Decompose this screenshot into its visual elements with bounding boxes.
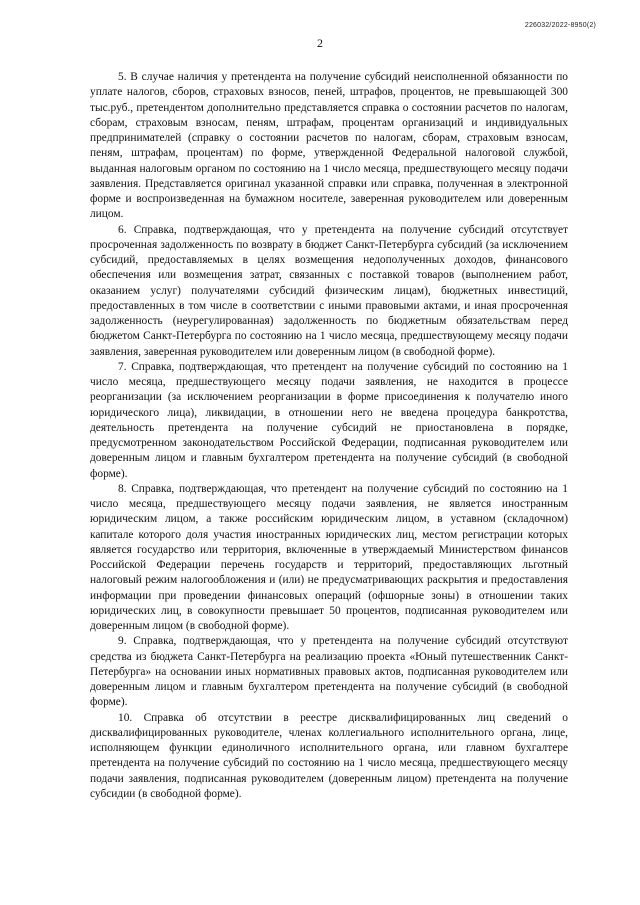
document-registration-code: 226032/2022-8950(2) [524,22,596,29]
page-number: 2 [317,36,323,50]
paragraph-7: 7. Справка, подтверждающая, что претендент на получение субсидий по состоянию на 1 число месяца, предшествующего месяцу подачи заявления, не находится в процессе реорганизации (за исключением реорганизации в форме присоединения к получателю иного юридического лица), ликвидации, в отношении него не введена процедура банкротства, деятельность претендента на получение субсидий не приостановлена в порядке, предусмотренном законодательством Российской Федерации, подписанная руководителем или доверенным лицом и главным бухгалтером претендента на получение субсидий (в свободной форме). [90,360,568,480]
paragraph-9: 9. Справка, подтверждающая, что у претендента на получение субсидий отсутствуют средства из бюджета Санкт-Петербурга на реализацию проекта «Юный путешественник Санкт-Петербурга» на основании иных нормативных правовых актов, подписанная руководителем или доверенным лицом и главным бухгалтером претендента на получение субсидий (в свободной форме). [90,635,568,709]
document-body [90,70,568,802]
paragraph-10: 10. Справка об отсутствии в реестре дисквалифицированных лиц сведений о дисквалифицированных руководителе, членах коллегиального исполнительного органа, лице, исполняющем функции единоличного исполнительного органа, или главном бухгалтере претендента на получение субсидий по состоянию на 1 число месяца, предшествующего месяцу подачи заявления, подписанная руководителем (доверенным лицом) претендента на получение субсидии (в свободной форме). [90,711,568,800]
paragraph-6: 6. Справка, подтверждающая, что у претендента на получение субсидий отсутствует просроченная задолженность по возврату в бюджет Санкт-Петербурга субсидий (за исключением субсидий, предоставляемых в целях возмещения недополученных доходов, финансового обеспечения или возмещения затрат, связанных с поставкой товаров (выполнением работ, оказанием услуг) получателями субсидий физическим лицам), бюджетных инвестиций, предоставленных в том числе в соответствии с иными правовыми актами, и иная просроченная задолженность (неурегулированная) задолженность по бюджетным обязательствам перед бюджетом Санкт-Петербурга по состоянию на 1 число месяца, предшествующему месяцу подачи заявления, заверенная руководителем или доверенным лицом (в свободной форме). [90,223,568,358]
paragraph-5: 5. В случае наличия у претендента на получение субсидий неисполненной обязанности по уплате налогов, сборов, страховых взносов, пеней, штрафов, процентов, не превышающей 300 тыс.руб., претендентом дополнительно представляется справка о состоянии расчетов по налогам, сборам, страховым взносам, пеням, штрафам, процентам организаций и индивидуальных предпринимателей (справку о состоянии расчетов по налогам, сборам, страховым взносам, пеням, штрафам, процентам) по форме, утвержденной Федеральной налоговой службой, выданная налоговым органом по состоянию на 1 число месяца, предшествующего месяцу подачи заявления. Представляется оригинал указанной справки или справка, полученная в электронной форме и воспроизведенная на бумажном носителе, заверенная руководителем или доверенным лицом. [90,71,568,221]
paragraph-8: 8. Справка, подтверждающая, что претендент на получение субсидий по состоянию на 1 число месяца, предшествующего месяцу подачи заявления, не является иностранным юридическим лицом, а также российским юридическим лицом, в уставном (складочном) капитале которого доля участия иностранных юридических лиц, местом регистрации которых является государство или территория, включенные в утверждаемый Министерством финансов Российской Федерации перечень государств и территорий, предоставляющих льготный налоговый режим налогообложения и (или) не предусматривающих раскрытия и предоставления информации при проведении финансовых операций (офшорные зоны) в отношении таких юридических лиц, в совокупности превышает 50 процентов, подписанная руководителем или доверенным лицом (в свободной форме). [90,482,568,632]
